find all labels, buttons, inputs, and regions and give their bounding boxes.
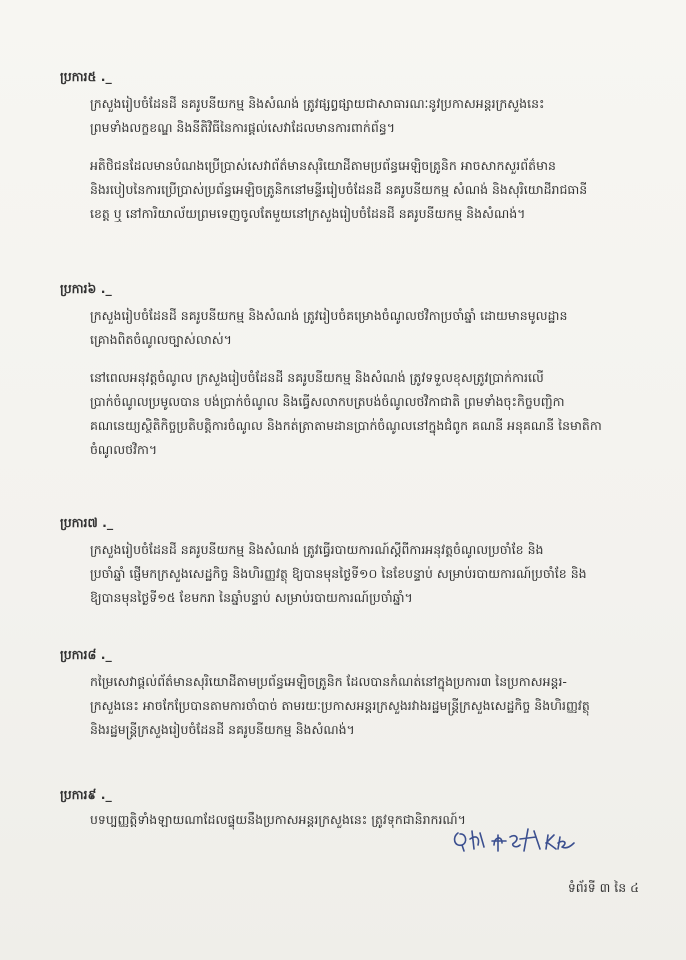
article-title: ប្រការ៥ ._ <box>60 69 112 84</box>
handwritten-initials <box>450 825 610 855</box>
article-title: ប្រការ៦ ._ <box>60 281 112 296</box>
article-paragraph <box>90 154 646 226</box>
text-line: នៅពេលអនុវត្តចំណូល ក្រសួងរៀបចំដែនដី នគរូបនីយកម្ម និងសំណង់ ត្រូវទទួលខុសត្រូវប្រាក់ការលើ <box>90 370 544 385</box>
article-paragraph <box>90 304 646 352</box>
article-title: ប្រការ៩ ._ <box>60 787 112 802</box>
article-6 <box>60 280 646 462</box>
text-line: ប្រចាំឆ្នាំ ផ្ញើមកក្រសួងសេដ្ឋកិច្ច និងហិរញ្ញវត្ថុ ឱ្យបានមុនថ្ងៃទី១០ នៃខែបន្ទាប់ សម្រាប់របាយការណ៍ប្រចាំខែ និង <box>90 566 587 581</box>
text-line: ព្រមទាំងលក្ខខណ្ឌ និងនីតិវិធីនៃការផ្តល់សេវាដែលមានការពាក់ព័ន្ធ។ <box>90 120 395 135</box>
text-line: អតិថិជនដែលមានបំណងប្រើប្រាស់សេវាព័ត៌មានសុរិយោដីតាមប្រព័ន្ធអេឡិចត្រូនិក អាចសាកសួរព័ត៌មាន <box>90 158 556 173</box>
article-paragraph <box>90 366 646 462</box>
text-line: គ្រោងពិតចំណូលច្បាស់លាស់។ <box>90 332 232 347</box>
page-number: ទំព័រទី ៣ នៃ ៤ <box>567 880 639 895</box>
text-line: ឱ្យបានមុនថ្ងៃទី១៥ ខែមករា នៃឆ្នាំបន្ទាប់ សម្រាប់របាយការណ៍ប្រចាំឆ្នាំ។ <box>90 590 413 605</box>
article-8 <box>60 646 646 742</box>
article-7 <box>60 514 646 610</box>
text-line: កម្រៃសេវាផ្តល់ព័ត៌មានសុរិយោដីតាមប្រព័ន្ធអេឡិចត្រូនិក ដែលបានកំណត់នៅក្នុងប្រការ៣ នៃប្រកាសអន្តរ- <box>90 674 567 689</box>
article-paragraph <box>90 92 646 140</box>
text-line: បទប្បញ្ញត្តិទាំងឡាយណាដែលផ្ទុយនឹងប្រកាសអន្តរក្រសួងនេះ ត្រូវទុកជានិរាករណ៍។ <box>90 812 466 827</box>
text-line: ក្រសួងរៀបចំដែនដី នគរូបនីយកម្ម និងសំណង់ ត្រូវរៀបចំគម្រោងចំណូលថវិកាប្រចាំឆ្នាំ ដោយមានមូលដ្ឋាន <box>90 308 568 323</box>
signature-stroke <box>546 835 574 849</box>
signature-stroke <box>510 836 520 847</box>
text-line: គណនេយ្យស្ថិតិកិច្ចប្រតិបត្តិការចំណូល និងកត់ត្រាតាមដានប្រាក់ចំណូលនៅក្នុងជំពូក គណនី អនុគណនី នៃមាតិកា <box>90 418 602 433</box>
article-5 <box>60 68 646 226</box>
article-title: ប្រការ៨ ._ <box>60 647 112 662</box>
article-title: ប្រការ៧ ._ <box>60 515 114 530</box>
article-paragraph <box>90 538 646 610</box>
signature-stroke <box>470 831 484 849</box>
signature-stroke <box>492 835 506 851</box>
text-line: ខេត្ត ឬ នៅការិយាល័យព្រមទេញចូលតែមួយនៅក្រសួងរៀបចំដែនដី នគរូបនីយកម្ម និងសំណង់។ <box>90 206 526 221</box>
text-line: ប្រាក់ចំណូលប្រមូលបាន បង់ប្រាក់ចំណូល និងធ្វើសលាកបត្របង់ចំណូលថវិកាជាតិ ព្រមទាំងចុះកិច្ចបញ្ជិកា <box>90 394 565 409</box>
article-paragraph <box>90 670 646 742</box>
text-line: ក្រសួងរៀបចំដែនដី នគរូបនីយកម្ម និងសំណង់ ត្រូវធ្វើរបាយការណ៍ស្តីពីការអនុវត្តចំណូលប្រចាំខែ និង <box>90 542 544 557</box>
signature-stroke <box>520 829 540 851</box>
text-line: ក្រសួងរៀបចំដែនដី នគរូបនីយកម្ម និងសំណង់ ត្រូវផ្សព្វផ្សាយជាសាធារណៈនូវប្រកាសអន្តរក្រសួងនេះ <box>90 96 545 111</box>
text-line: និងរបៀបនៃការប្រើប្រាស់ប្រព័ន្ធអេឡិចត្រូនិកនៅមន្ទីររៀបចំដែនដី នគរូបនីយកម្ម សំណង់ និងសុរិយោដីរាជធានី <box>90 182 588 197</box>
signature-stroke <box>455 833 466 851</box>
text-line: ចំណូលថវិកា។ <box>90 442 158 457</box>
text-line: និងរដ្ឋមន្ត្រីក្រសួងរៀបចំដែនដី នគរូបនីយកម្ម និងសំណង់។ <box>90 722 355 737</box>
text-line: ក្រសួងនេះ អាចកែប្រែបានតាមការចាំបាច់ តាមរយៈប្រកាសអន្តរក្រសួងរវាងរដ្ឋមន្ត្រីក្រសួងសេដ្ឋកិច្ច និងហិរញ្ញវត្ថុ <box>90 698 590 713</box>
